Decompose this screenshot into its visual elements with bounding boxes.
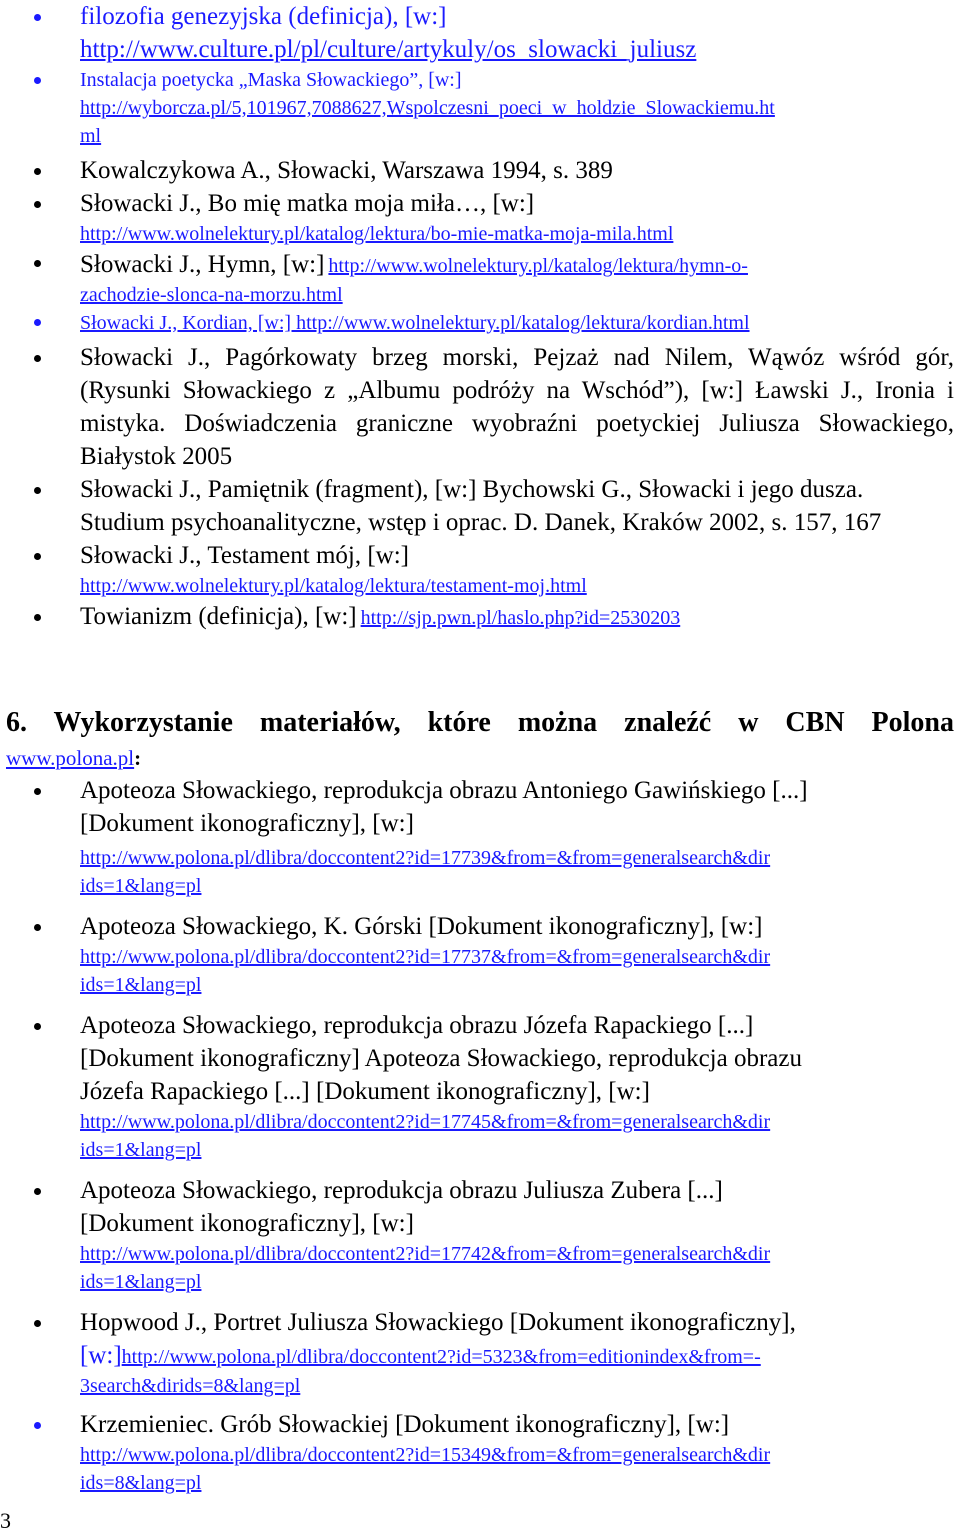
bullet-icon (34, 201, 41, 208)
list-item (0, 154, 960, 187)
link[interactable]: http://www.wolnelektury.pl/katalog/lektura/bo-mie-matka-moja-mila.html (80, 223, 674, 245)
link[interactable]: http://www.polona.pl/dlibra/doccontent2?id=5323&from=editionindex&from=- (121, 1346, 761, 1368)
item-text: Józefa Rapackiego [...] [Dokument ikonograficzny], [w:] (80, 1078, 650, 1105)
link[interactable]: 3search&dirids=8&lang=pl (80, 1375, 301, 1397)
item-text: Apoteoza Słowackiego, reprodukcja obrazu Juliusza Zubera [...] (80, 1177, 723, 1204)
link[interactable]: http://www.polona.pl/dlibra/doccontent2?id=15349&from=&from=generalsearch&dir (80, 1444, 771, 1466)
link[interactable]: http://www.polona.pl/dlibra/doccontent2?id=17737&from=&from=generalsearch&dir (80, 946, 771, 968)
bullet-icon (34, 1320, 41, 1327)
page-number: 3 (0, 1508, 11, 1533)
link[interactable]: ids=1&lang=pl (80, 875, 202, 897)
list-item (0, 341, 960, 473)
section-heading: 6. Wykorzystanie materiałów, które można znaleźć w CBN Polona (6, 707, 954, 738)
link[interactable]: ids=1&lang=pl (80, 974, 202, 996)
list-item (0, 1174, 960, 1296)
bullet-icon (34, 924, 41, 931)
list-item (0, 248, 960, 309)
item-text: filozofia genezyjska (definicja), [w:] (80, 3, 447, 30)
item-text: Apoteoza Słowackiego, reprodukcja obrazu Józefa Rapackiego [...] (80, 1012, 754, 1039)
link[interactable]: ids=1&lang=pl (80, 1271, 202, 1293)
list-item (0, 66, 960, 150)
bullet-icon (34, 77, 41, 84)
section-link-line (6, 744, 141, 772)
bullet-icon (34, 553, 41, 560)
bullet-icon (34, 1188, 41, 1195)
bullet-icon (34, 355, 41, 362)
link[interactable]: http://wyborcza.pl/5,101967,7088627,Wspolczesni_poeci_w_holdzie_Slowackiemu.ht (80, 97, 775, 119)
link[interactable]: http://www.culture.pl/pl/culture/artykuly/os_slowacki_juliusz (80, 36, 697, 63)
list-item (0, 473, 960, 539)
bullet-icon (34, 1422, 41, 1429)
list-item (0, 309, 960, 337)
bullet-icon (34, 319, 41, 326)
item-text: [Dokument ikonograficzny], [w:] (80, 810, 414, 837)
link[interactable]: http://www.polona.pl/dlibra/doccontent2?id=17745&from=&from=generalsearch&dir (80, 1111, 771, 1133)
bullet-icon (34, 168, 41, 175)
bullet-icon (34, 487, 41, 494)
item-text: [Dokument ikonograficzny], [w:] (80, 1210, 414, 1237)
item-text: Słowacki J., Hymn, [w:] (80, 251, 325, 278)
list-item (0, 774, 960, 900)
item-text: Słowacki J., Pamiętnik (fragment), [w:] Bychowski G., Słowacki i jego dusza. Studium psychoanalityczne, wstęp i oprac. D. Danek, Kraków 2002, s. 157, 167 (80, 476, 882, 536)
item-text: Hopwood J., Portret Juliusza Słowackiego [Dokument ikonograficzny], (80, 1309, 796, 1336)
link[interactable]: http://www.wolnelektury.pl/katalog/lektura/testament-moj.html (80, 575, 587, 597)
list-item (0, 539, 960, 600)
item-text: Słowacki J., Testament mój, [w:] (80, 542, 409, 569)
item-text: Towianizm (definicja), [w:] (80, 603, 357, 630)
polona-list (0, 774, 960, 1497)
item-text: [w:] (80, 1342, 122, 1369)
list-item (0, 1009, 960, 1164)
bullet-icon (34, 14, 41, 21)
link[interactable]: ml (80, 125, 102, 147)
item-text: [Dokument ikonograficzny] Apoteoza Słowackiego, reprodukcja obrazu (80, 1045, 802, 1072)
link[interactable]: http://www.wolnelektury.pl/katalog/lektura/hymn-o- (328, 255, 748, 277)
list-item (0, 1408, 960, 1497)
list-item (0, 1306, 960, 1400)
item-text: Apoteoza Słowackiego, reprodukcja obrazu Antoniego Gawińskiego [...] (80, 777, 808, 804)
list-item (0, 0, 960, 66)
list-item (0, 187, 960, 248)
bibliography-list (0, 0, 960, 633)
link[interactable]: ids=8&lang=pl (80, 1472, 202, 1494)
list-item (0, 600, 960, 633)
polona-link[interactable]: www.polona.pl (6, 746, 135, 770)
item-text: Kowalczykowa A., Słowacki, Warszawa 1994, s. 389 (80, 157, 613, 184)
link[interactable]: Słowacki J., Kordian, [w:] http://www.wolnelektury.pl/katalog/lektura/kordian.html (80, 312, 750, 334)
colon: : (134, 746, 142, 770)
link[interactable]: zachodzie-slonca-na-morzu.html (80, 284, 343, 306)
link[interactable]: http://www.polona.pl/dlibra/doccontent2?id=17742&from=&from=generalsearch&dir (80, 1243, 771, 1265)
link[interactable]: http://www.polona.pl/dlibra/doccontent2?id=17739&from=&from=generalsearch&dir (80, 847, 771, 869)
item-text: Krzemieniec. Grób Słowackiej [Dokument ikonograficzny], [w:] (80, 1411, 730, 1438)
item-text: Słowacki J., Bo mię matka moja miła…, [w:] (80, 190, 535, 217)
bullet-icon (34, 260, 41, 267)
bullet-icon (34, 614, 41, 621)
item-text: Apoteoza Słowackiego, K. Górski [Dokument ikonograficzny], [w:] (80, 913, 763, 940)
item-text: Instalacja poetycka „Maska Słowackiego”, [w:] (80, 69, 462, 91)
bullet-icon (34, 1023, 41, 1030)
link[interactable]: http://sjp.pwn.pl/haslo.php?id=2530203 (360, 607, 681, 629)
link[interactable]: ids=1&lang=pl (80, 1139, 202, 1161)
list-item (0, 910, 960, 999)
bullet-icon (34, 788, 41, 795)
item-text: Słowacki J., Pagórkowaty brzeg morski, Pejzaż nad Nilem, Wąwóz wśród gór, (Rysunki Słowackiego z „Albumu podróży na Wschód”), [w:] Ławski J., Ironia i mistyka. Doświadczenia graniczne wyobraźni poetyckiej Juliusza Słowackiego, Białystok 2005 (80, 344, 954, 470)
